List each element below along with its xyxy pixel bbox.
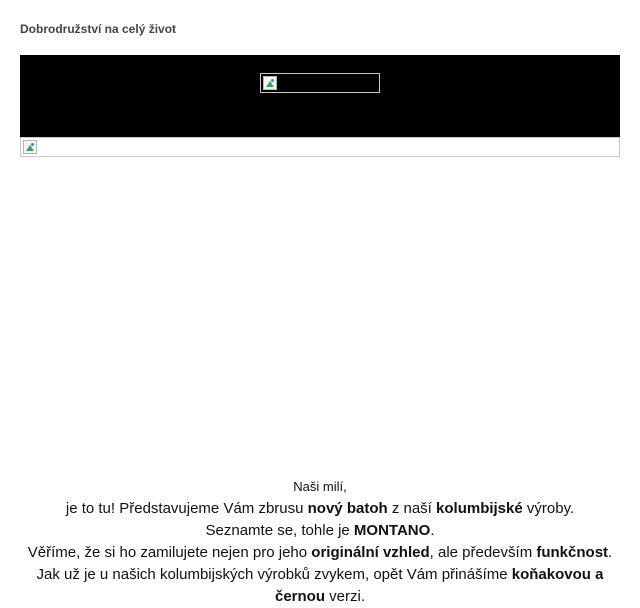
description-text: . Jak už je u našich kolumbijských výrobků zvykem, opět Vám přinášíme <box>36 544 613 583</box>
colombian-text: kolumbijské <box>436 500 523 517</box>
greeting-line: Naši milí, <box>293 479 347 494</box>
email-header-bar <box>20 55 620 137</box>
functionality-text: funkčnost <box>536 544 609 561</box>
meet-line <box>20 520 620 542</box>
description-text: , ale především <box>429 544 537 561</box>
new-backpack-text: nový batoh <box>307 500 388 517</box>
original-look-text: originální vzhled <box>311 544 430 561</box>
intro-text: je to tu! Představujeme Vám zbrusu <box>65 500 308 517</box>
description-text: verzi. <box>325 588 366 605</box>
email-body-text <box>20 476 620 608</box>
intro-line <box>20 498 620 520</box>
intro-text: výroby. <box>522 500 575 517</box>
description-paragraph <box>20 542 620 608</box>
color-versions-text: koňakovou a černou <box>274 566 604 605</box>
intro-text: z naší <box>387 500 437 517</box>
hero-image[interactable] <box>20 137 620 157</box>
logo-image[interactable] <box>260 73 380 93</box>
broken-image-icon <box>23 140 37 154</box>
meet-text: Seznamte se, tohle je <box>205 522 354 539</box>
product-name: MONTANO <box>353 522 431 539</box>
preheader-text: Dobrodružství na celý život <box>20 22 177 36</box>
broken-image-icon <box>263 76 277 90</box>
meet-text: . <box>430 522 435 539</box>
description-text: Věříme, že si ho zamilujete nejen pro jeho <box>27 544 312 561</box>
